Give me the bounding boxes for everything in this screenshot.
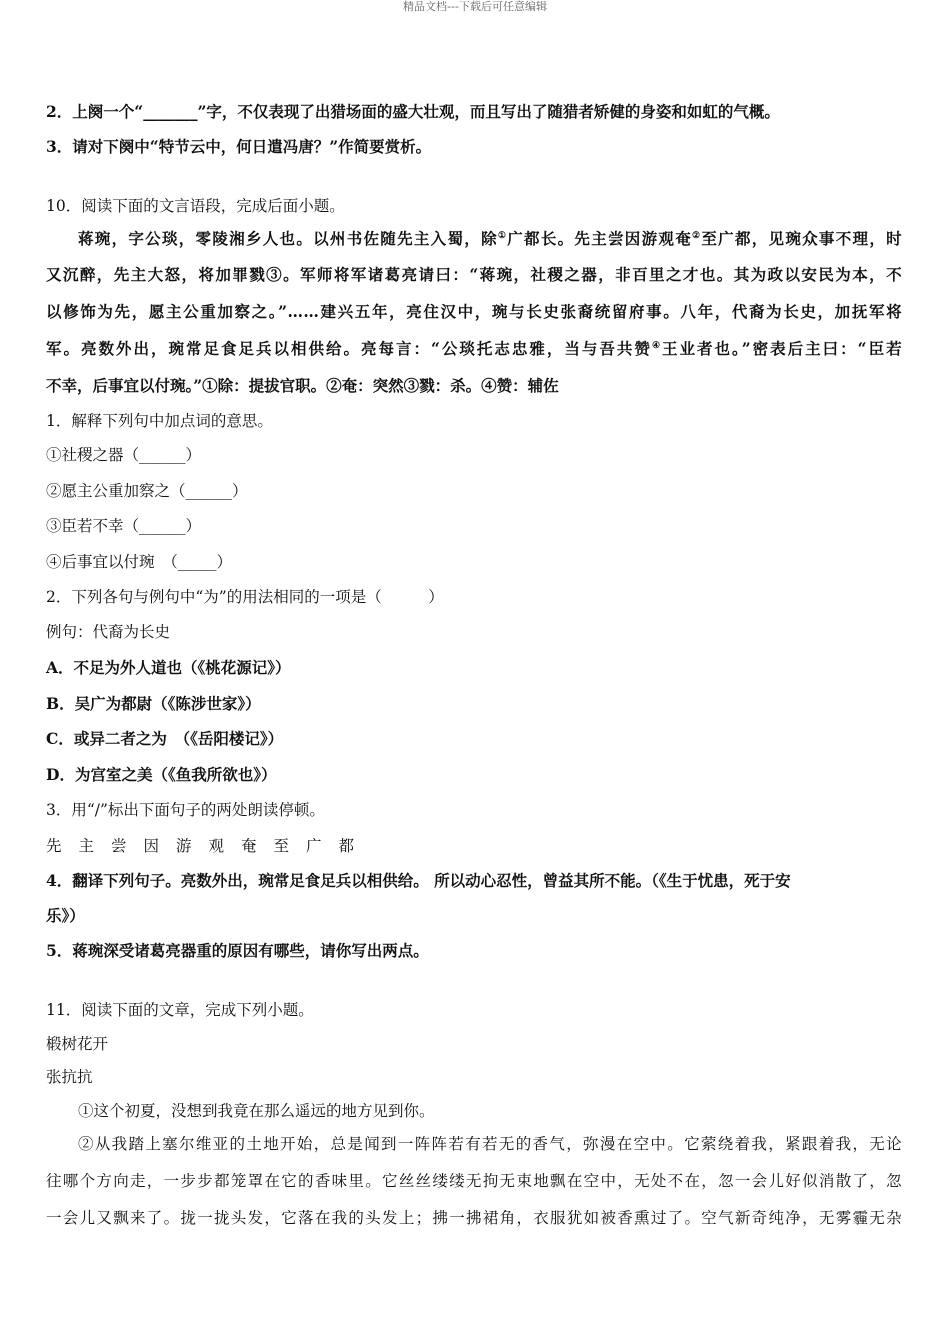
q1-item-1: ①社稷之器（______） [46,446,202,464]
option-a: A．不足为外人道也（《桃花源记》） [46,658,291,677]
question-3: 3．用“/”标出下面句子的两处朗读停顿。 [46,801,325,819]
section-11-title: 11．阅读下面的文章，完成下列小题。 [46,1001,314,1019]
question-2: 2．下列各句与例句中“为”的用法相同的一项是（ ） [46,588,444,606]
question-2-upper: 2．上阕一个“_______”字，不仅表现了出猎场面的盛大壮观，而且写出了随猎者矫健的身姿和如虹的气概。 [46,102,780,121]
option-d: D．为宫室之美（《鱼我所欲也》） [46,765,277,784]
passage-line-2: 又沉醉，先主大怒，将加罪戮③。军师将军诸葛亮请曰：“蒋琬，社稷之器，非百里之才也。其为政以安民为本，不 [46,265,902,284]
page-header: 精品文档---下载后可任意编辑 [403,0,547,13]
question-4-line-2: 乐》） [46,906,85,925]
q1-item-3: ③臣若不幸（______） [46,517,202,535]
passage-line-5: 不幸，后事宜以付琬。”①除：提拔官职。②奄：突然③戮：杀。④赞：辅佐 [46,376,559,395]
option-c: C．或异二者之为 （《岳阳楼记》） [46,729,284,748]
option-b: B．吴广为都尉（《陈涉世家》） [46,694,261,713]
passage-line-3: 以修饰为先，愿主公重加察之。”……建兴五年，亮住汉中，琬与长史张裔统留府事。八年，代裔为长史，加抚军将 [46,302,902,321]
question-4-line-1: 4．翻译下列句子。亮数外出，琬常足食足兵以相供给。 所以动心忍性，曾益其所不能。（《生于忧患，死于安 [46,871,791,890]
passage-line-4: 军。亮数外出，琬常足食足兵以相供给。亮每言：“公琰托志忠雅，当与吾共赞④王业者也。”密表后主曰：“臣若 [46,339,903,358]
section-10-title: 10．阅读下面的文言语段，完成后面小题。 [46,197,345,215]
article-p2-line-2: 往哪个方向走，一步步都笼罩在它的香味里。它丝丝缕缕无拘无束地飘在空中，无处不在，忽一会儿好似消散了，忽 [46,1172,902,1190]
passage-line-1: 蒋琬，字公琰，零陵湘乡人也。以州书佐随先主入蜀，除①广都长。先主尝因游观奄②至广都，见琬众事不理，时 [78,229,903,248]
q3-sentence: 先主尝因游观奄至广都 [46,837,372,855]
example-sentence: 例句：代裔为长史 [46,623,171,641]
question-1: 1．解释下列句中加点词的意思。 [46,412,273,430]
q1-item-4: ④后事宜以付琬 （_____） [46,553,233,571]
q1-item-2: ②愿主公重加察之（______） [46,482,248,500]
question-3-upper: 3．请对下阕中“特节云中，何日遣冯唐？”作简要赏析。 [46,137,432,156]
article-p2-line-3: 一会儿又飘来了。拢一拢头发，它落在我的头发上；拂一拂裙角，衣服犹如被香熏过了。空气新奇纯净，无雾霾无杂 [46,1209,902,1227]
question-5: 5．蒋琬深受诸葛亮器重的原因有哪些，请你写出两点。 [46,941,429,960]
article-title: 椴树花开 [46,1035,109,1053]
article-author: 张抗抗 [46,1068,93,1086]
article-paragraph-1: ①这个初夏，没想到我竟在那么遥远的地方见到你。 [78,1102,435,1120]
article-p2-line-1: ②从我踏上塞尔维亚的土地开始，总是闻到一阵阵若有若无的香气，弥漫在空中。它萦绕着我，紧跟着我，无论 [78,1135,902,1153]
